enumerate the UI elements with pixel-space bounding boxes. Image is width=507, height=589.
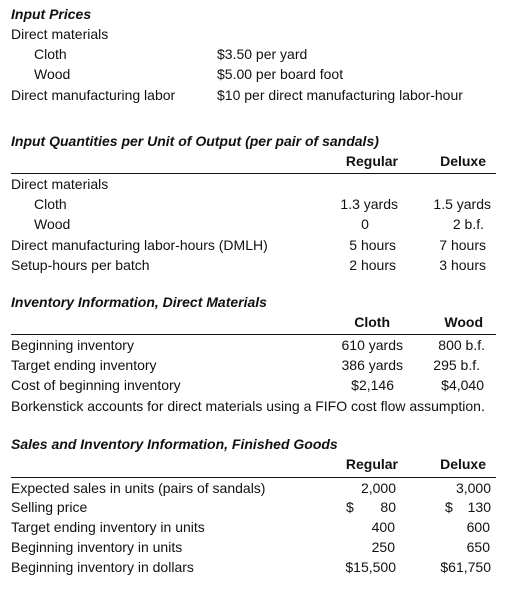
inventory-wood-value: 295 b.f. bbox=[433, 357, 480, 373]
inventory-row-label: Target ending inventory bbox=[11, 357, 157, 373]
quantity-row-label: Setup-hours per batch bbox=[11, 257, 150, 273]
header-rule bbox=[11, 477, 496, 478]
sales-deluxe-value: 130 bbox=[467, 499, 491, 515]
inventory-cloth-value: 610 yards bbox=[341, 337, 403, 353]
sales-regular-value: $15,500 bbox=[345, 559, 396, 575]
inventory-wood-value: $4,040 bbox=[441, 377, 484, 393]
inventory-cloth-value: 386 yards bbox=[341, 357, 403, 373]
input-quantities-title: Input Quantities per Unit of Output (per pair of sandals) bbox=[11, 133, 379, 149]
sales-regular-value: 250 bbox=[371, 539, 395, 555]
quantity-deluxe-value: 2 b.f. bbox=[452, 216, 484, 232]
quantities-direct-materials-label: Direct materials bbox=[11, 176, 109, 192]
quantity-row-label: Wood bbox=[34, 216, 71, 232]
fifo-note: Borkenstick accounts for direct materials using a FIFO cost flow assumption. bbox=[11, 398, 485, 414]
header-rule bbox=[11, 173, 496, 174]
sales-row-label: Expected sales in units (pairs of sandals) bbox=[11, 480, 266, 496]
col-header-deluxe: Deluxe bbox=[440, 456, 486, 472]
col-header-regular: Regular bbox=[345, 153, 398, 169]
sales-deluxe-value: 3,000 bbox=[455, 480, 491, 496]
sales-regular-value: 80 bbox=[380, 499, 396, 515]
col-header-cloth: Cloth bbox=[354, 314, 390, 330]
col-header-deluxe: Deluxe bbox=[440, 153, 486, 169]
col-header-regular: Regular bbox=[345, 456, 398, 472]
quantity-regular-value: 5 hours bbox=[349, 237, 396, 253]
input-prices-direct-materials-label: Direct materials bbox=[11, 26, 109, 42]
quantity-regular-value: 0 bbox=[361, 216, 369, 232]
sales-deluxe-value: $61,750 bbox=[440, 559, 491, 575]
quantity-regular-value: 1.3 yards bbox=[340, 196, 398, 212]
inventory-materials-title: Inventory Information, Direct Materials bbox=[11, 294, 267, 310]
sales-regular-currency: $ bbox=[346, 499, 354, 515]
input-price-cloth-value: $3.50 per yard bbox=[217, 46, 308, 62]
quantity-deluxe-value: 7 hours bbox=[439, 237, 486, 253]
input-price-labor-label: Direct manufacturing labor bbox=[11, 87, 176, 103]
sales-regular-value: 2,000 bbox=[360, 480, 396, 496]
quantity-regular-value: 2 hours bbox=[349, 257, 396, 273]
sales-row-label: Target ending inventory in units bbox=[11, 519, 205, 535]
input-price-labor-value: $10 per direct manufacturing labor-hour bbox=[217, 87, 463, 103]
input-prices-title: Input Prices bbox=[11, 6, 92, 22]
inventory-row-label: Beginning inventory bbox=[11, 337, 134, 353]
inventory-row-label: Cost of beginning inventory bbox=[11, 377, 181, 393]
quantity-row-label: Cloth bbox=[34, 196, 67, 212]
inventory-cloth-value: $2,146 bbox=[351, 377, 394, 393]
input-price-wood-value: $5.00 per board foot bbox=[217, 66, 344, 82]
col-header-wood: Wood bbox=[444, 314, 483, 330]
inventory-wood-value: 800 b.f. bbox=[438, 337, 485, 353]
sales-row-label: Selling price bbox=[11, 499, 88, 515]
sales-row-label: Beginning inventory in dollars bbox=[11, 559, 194, 575]
input-price-wood-label: Wood bbox=[34, 66, 71, 82]
sales-row-label: Beginning inventory in units bbox=[11, 539, 183, 555]
sales-deluxe-currency: $ bbox=[445, 499, 453, 515]
quantity-deluxe-value: 3 hours bbox=[439, 257, 486, 273]
quantity-row-label: Direct manufacturing labor-hours (DMLH) bbox=[11, 237, 268, 253]
input-price-cloth-label: Cloth bbox=[34, 46, 67, 62]
sales-deluxe-value: 650 bbox=[466, 539, 490, 555]
header-rule bbox=[11, 334, 496, 335]
quantity-deluxe-value: 1.5 yards bbox=[433, 196, 491, 212]
sales-regular-value: 400 bbox=[371, 519, 395, 535]
sales-deluxe-value: 600 bbox=[466, 519, 490, 535]
sales-inventory-title: Sales and Inventory Information, Finished Goods bbox=[11, 436, 338, 452]
